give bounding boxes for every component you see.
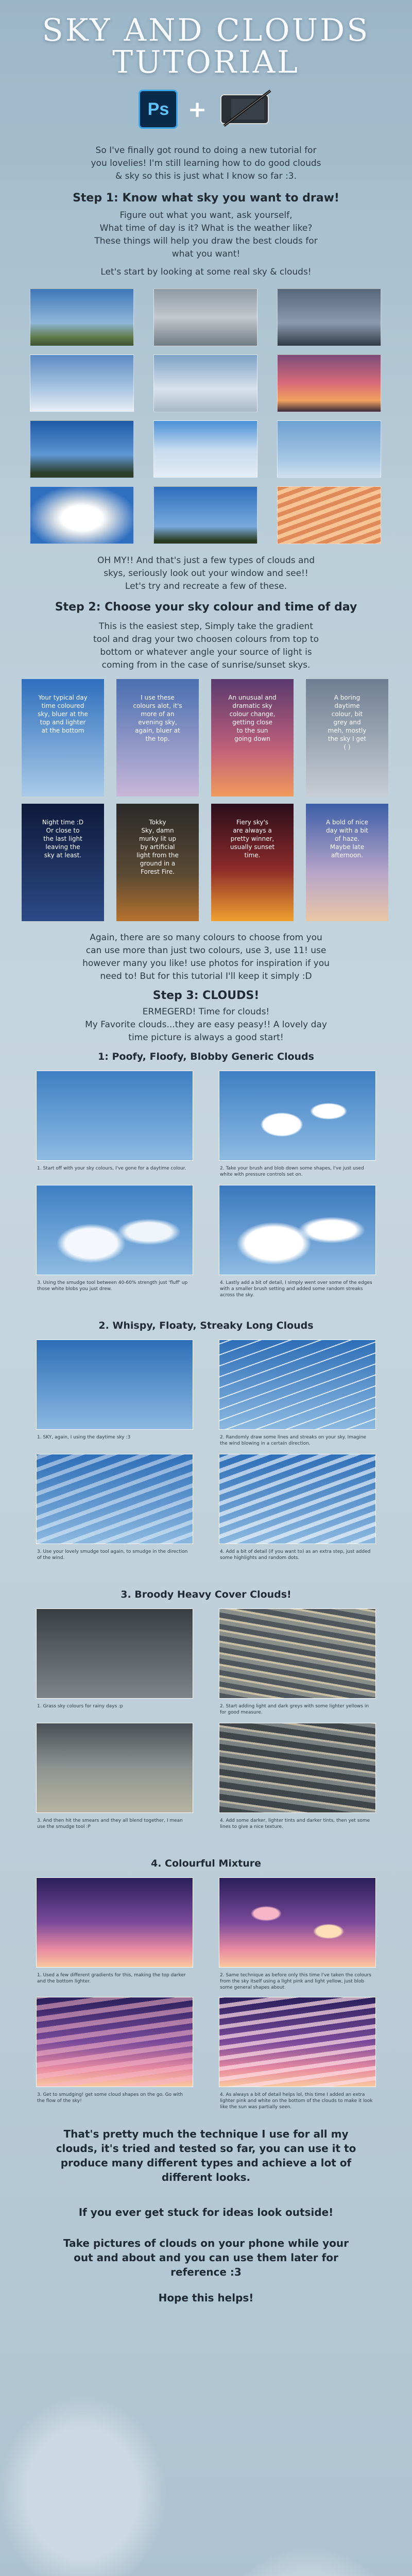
example-panel [219, 1997, 376, 2087]
step-caption: 2. Randomly draw some lines and streaks on your sky. Imagine the wind blowing in a certain direction. [220, 1435, 366, 1446]
swatch-text: going down [234, 735, 270, 742]
background-clouds [0, 2329, 412, 2576]
swatch-text: evening sky, [138, 719, 177, 726]
outro-line: produce many different types and achieve a lot of [60, 2157, 352, 2169]
swatch-text: time coloured [41, 702, 84, 709]
swatch-text: grey and [333, 719, 361, 726]
sky-colour-swatch [306, 679, 388, 796]
title-line-1: SKY AND CLOUDS [42, 12, 370, 48]
sky-colour-swatch [116, 804, 199, 921]
sky-colour-swatch [211, 804, 294, 921]
intro-line: & sky so this is just what I know so far :3. [115, 171, 297, 181]
step2-line: This is the easiest step, Simply take the gradient [98, 621, 313, 632]
step2-after-text [31, 931, 381, 983]
step3-heading: Step 3: CLOUDS! [152, 989, 260, 1002]
step-caption: 1. Grass sky colours for rainy days :p [37, 1704, 123, 1709]
swatch-text: again, bluer at [135, 727, 180, 734]
swatch-text: murky lit up [139, 835, 177, 842]
step-caption: 3. And then hit the smears and they all blend together, I mean use the smudge tool :P [37, 1818, 183, 1829]
step-caption: 4. Add some darker, lighter tints and darker tints, then yet some lines to give a nice texture. [220, 1818, 370, 1829]
section-4-title: 4. Colourful Mixture [151, 1858, 261, 1869]
sky-photo [153, 420, 258, 478]
swatch-text: day with a bit [326, 827, 368, 834]
example-panel [219, 1608, 376, 1699]
step1-line: what you want! [171, 249, 241, 259]
example-panel [36, 1997, 193, 2087]
swatch-text: of haze. [335, 835, 359, 842]
swatch-text: afternoon. [331, 852, 363, 859]
step1-after-line: Let's try and recreate a few of these. [125, 581, 287, 591]
step-caption: 4. Add a bit of detail (if you want to) as an extra step, just added some highlights and random dots. [220, 1549, 371, 1561]
step-caption: 3. Using the smudge tool between 40-60% strength just 'fluff' up those white blobs you just drew. [37, 1280, 188, 1292]
step3-line: ERMEGERD! Time for clouds! [142, 1007, 270, 1017]
swatch-text: colour change, [229, 710, 276, 718]
example-panel [219, 1454, 376, 1544]
sky-photo [277, 420, 381, 478]
example-panel [36, 1071, 193, 1161]
step2-line: coming from in the case of sunrise/sunset skys. [101, 660, 311, 670]
swatch-text: getting close [232, 719, 272, 726]
step-caption: 4. As always a bit of detail helps lol, this time I added an extra lighter pink and white on the bottom of the clouds to make it look like the sun was partially seen. [220, 2092, 373, 2110]
swatch-text: Your typical day [38, 694, 88, 701]
sky-photo [153, 354, 258, 412]
step2-after-line: can use more than just two colours, use 3, use 11! use [85, 945, 327, 956]
sky-photo [277, 289, 381, 346]
swatch-text: Or close to [46, 827, 80, 834]
step2-after-line: Again, there are so many colours to choose from you [90, 933, 322, 943]
swatch-text: Sky, damn [141, 827, 174, 834]
step-caption: 3. Get to smudging! get some cloud shapes on the go. Go with the flow of the sky! [37, 2092, 183, 2104]
outro-tip: If you ever get stuck for ideas look outside! [78, 2206, 334, 2218]
step1-line: Figure out what you want, ask yourself, [119, 210, 293, 221]
outro-line: Take pictures of clouds on your phone while your [63, 2237, 349, 2249]
step2-line: bottom or whatever angle your source of light is [100, 647, 312, 657]
example-panel [219, 1340, 376, 1430]
swatch-text: leaving the [45, 843, 80, 851]
step1-photos-intro: Let's start by looking at some real sky & clouds! [100, 267, 312, 277]
swatch-text: An unusual and [228, 694, 277, 701]
swatch-text: colours alot, it's [133, 702, 182, 709]
photoshop-icon: Ps [139, 90, 178, 129]
example-panel [36, 1608, 193, 1699]
sky-photo [153, 486, 258, 544]
swatch-text: A bold of nice [325, 819, 369, 826]
step1-line: What time of day is it? What is the weather like? [99, 223, 313, 233]
swatch-text: the top. [145, 735, 170, 742]
sky-colour-swatch [22, 679, 104, 796]
swatch-text: Night time :D [42, 819, 84, 826]
sky-colour-swatch [116, 679, 199, 796]
step1-line: These things will help you draw the best clouds for [94, 236, 318, 246]
sky-photo [30, 420, 134, 478]
example-panel [219, 1723, 376, 1813]
swatch-text: ground in a [140, 860, 176, 867]
swatch-text: A boring [334, 694, 360, 701]
outro-line: clouds, it's tried and tested so far, you can use it to [56, 2142, 356, 2155]
example-panel [36, 1340, 193, 1430]
sky-photo [153, 289, 258, 346]
swatch-text: Tokky [149, 819, 166, 826]
step-caption: 2. Take your brush and blob down some shapes, I've just used white with pressure controls set on. [220, 1166, 364, 1177]
step-caption: 3. Use your lovely smudge tool again, to smudge in the direction of the wind. [37, 1549, 188, 1561]
swatch-text: dramatic sky [232, 702, 272, 709]
outro-line: different looks. [161, 2171, 251, 2183]
step3-line: time picture is always a good start! [128, 1032, 284, 1043]
outro-line: out and about and you can use them later for [74, 2251, 338, 2264]
step1-text [31, 209, 381, 261]
step-caption: 1. SKY, again, I using the daytime sky :3 [37, 1435, 131, 1440]
step2-line: tool and drag your two choosen colours from top to [93, 634, 319, 645]
section-1-title: 1: Poofy, Floofy, Blobby Generic Clouds [98, 1051, 314, 1062]
swatch-text: light from the [136, 852, 179, 859]
step3-text [31, 1006, 381, 1044]
drawing-tablet-icon [217, 89, 273, 130]
example-panel [36, 1877, 193, 1968]
step1-after-text [31, 554, 381, 593]
example-panel [219, 1877, 376, 1968]
sky-colour-swatch [211, 679, 294, 796]
step3-line: My Favorite clouds...they are easy peasy!! A lovely day [85, 1020, 327, 1030]
section-2-title: 2. Whispy, Floaty, Streaky Long Clouds [98, 1320, 314, 1331]
swatch-text: Forest Fire. [141, 868, 175, 875]
intro-line: So I've finally got round to doing a new tutorial for [95, 145, 317, 156]
example-panel [219, 1071, 376, 1161]
swatch-text: sky at least. [44, 852, 82, 859]
swatch-text: pretty winner, [230, 835, 274, 842]
step1-after-line: OH MY!! And that's just a few types of clouds and [97, 555, 315, 566]
swatch-text: by artificial [140, 843, 175, 851]
swatch-text: colour, bit [331, 710, 363, 718]
step1-heading: Step 1: Know what sky you want to draw! [73, 192, 339, 205]
step-caption: 1. Used a few different gradients for this, making the top darker and the bottom lighter. [37, 1973, 186, 1984]
step2-text [31, 620, 381, 672]
sky-colour-swatch [22, 804, 104, 921]
example-panel [36, 1723, 193, 1813]
page-title [0, 14, 412, 78]
swatch-text: Maybe late [330, 843, 365, 851]
step-caption: 4. Lastly add a bit of detail, I simply went over some of the edges with a smaller brush setting and added some random streaks across the sky. [220, 1280, 372, 1298]
swatch-text: sky, bluer at the [38, 710, 88, 718]
sky-photo [30, 486, 134, 544]
swatch-text: at the bottom [41, 727, 84, 734]
swatch-text: more of an [141, 710, 175, 718]
example-panel [36, 1454, 193, 1544]
swatch-text: time. [244, 852, 261, 859]
sky-photo [30, 289, 134, 346]
swatch-text: to the sun [236, 727, 268, 734]
plus-sign: + [187, 96, 207, 123]
sky-photo [277, 354, 381, 412]
example-panel [36, 1185, 193, 1275]
intro-line: you lovelies! I'm still learning how to do good clouds [91, 158, 321, 168]
step-caption: 2. Same technique as before only this time I've taken the colours from the sky itself using a light pink and light yellow, just blob some general shapes about. [220, 1973, 371, 1990]
outro-line: That's pretty much the technique I use for all my [63, 2128, 349, 2140]
swatch-text: meh, mostly [328, 727, 367, 734]
sky-photo [277, 486, 381, 544]
swatch-text: Fiery sky's [236, 819, 269, 826]
outro-line: reference :3 [170, 2266, 242, 2278]
outro-text [31, 2127, 381, 2184]
sky-photo [30, 354, 134, 412]
step2-heading: Step 2: Choose your sky colour and time of day [55, 601, 357, 614]
section-3-title: 3. Broody Heavy Cover Clouds! [121, 1589, 291, 1600]
step2-after-line: however many you like! use photos for inspiration if you [82, 958, 330, 969]
swatch-text: are always a [233, 827, 272, 834]
outro-reference [31, 2236, 381, 2279]
swatch-text: daytime [334, 702, 360, 709]
sky-colour-swatch [306, 804, 388, 921]
step1-after-line: skys, seriously look out your window and see!! [104, 568, 308, 579]
outro-signoff: Hope this helps! [158, 2292, 254, 2304]
swatch-text: usually sunset [230, 843, 275, 851]
swatch-text: the sky I get [328, 735, 367, 742]
example-panel [219, 1185, 376, 1275]
step-caption: 1. Start off with your sky colours, I've gone for a daytime colour. [37, 1166, 186, 1171]
swatch-text: top and lighter [40, 719, 86, 726]
title-line-2: TUTORIAL [112, 44, 300, 80]
step2-after-line: need to! But for this tutorial I'll keep it simply :D [100, 971, 312, 981]
step-caption: 2. Start adding light and dark greys with some lighter yellows in for good measure. [220, 1704, 369, 1715]
swatch-text: ( ) [344, 743, 351, 751]
tool-logos [0, 89, 412, 130]
swatch-text: the last light [43, 835, 82, 842]
intro-text [31, 144, 381, 183]
swatch-text: I use these [141, 694, 175, 701]
